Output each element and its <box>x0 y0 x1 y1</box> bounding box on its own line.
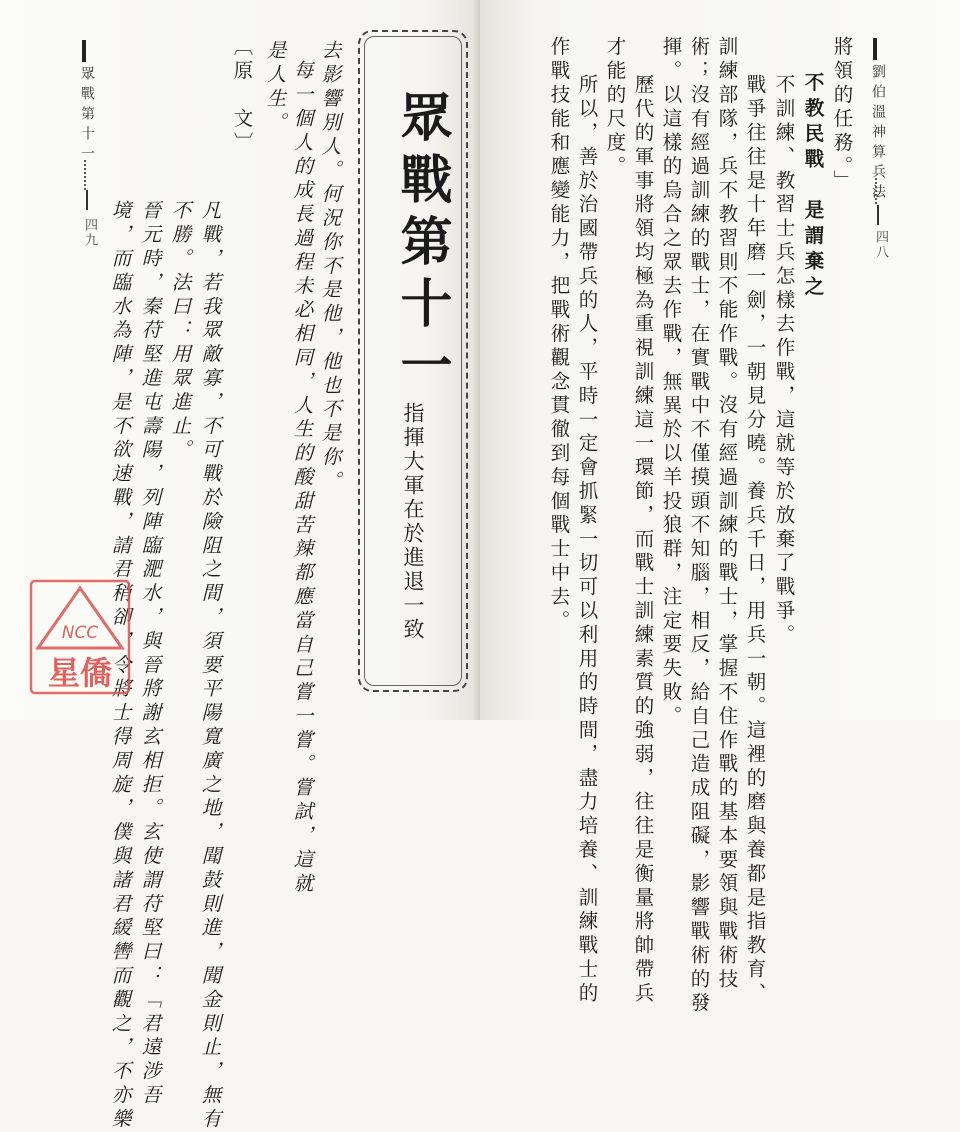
header-bar <box>82 40 86 62</box>
header-tick-right <box>877 205 879 225</box>
text-col-r2: 不教民戰 是謂棄之 <box>801 72 825 302</box>
text-col-r9: 才能的尺度。 <box>603 36 627 180</box>
text-col-r3: 不訓練、教習士兵怎樣去作戰，這就等於放棄了戰爭。 <box>772 74 796 648</box>
header-tick <box>86 190 88 210</box>
text-col-r1: 將領的任務。」 <box>830 36 854 194</box>
running-head-left: 眾戰第十一 <box>79 66 95 166</box>
text-col-r6: 術；沒有經過訓練的戰士，在實戰中不僅摸頭不知腦，相反，給自己造成阻礙，影響戰術的發 <box>687 36 711 1016</box>
watermark-bottom-text: 星僑 <box>47 654 113 692</box>
page-number-left: 四九 <box>82 218 97 248</box>
chapter-title: 眾戰第十一 <box>391 90 452 400</box>
intro-col-2: 去影響別人。何況你不是他，他也不是你。 <box>318 40 342 495</box>
header-bar-right <box>873 38 877 60</box>
chapter-subtitle: 指揮大軍在於進退一致 <box>401 402 425 642</box>
watermark-top-text: NCC <box>61 623 99 643</box>
text-col-3: 晉元時，秦苻堅進屯壽陽，列陣臨淝水，與晉將謝玄相拒。玄使謂苻堅曰：「君遠涉吾 <box>138 200 162 1109</box>
header-rule <box>84 160 87 190</box>
right-page <box>480 0 960 1016</box>
running-head-right: 劉伯溫神算兵法 <box>870 64 886 204</box>
chapter-title-box <box>358 30 468 692</box>
section-label: 〔原 文〕 <box>230 36 254 156</box>
text-col-r7: 揮。以這樣的烏合之眾去作戰，無異於以羊投狼群，注定要失敗。 <box>659 36 683 730</box>
header-rule-right <box>875 178 878 204</box>
intro-col-3: 每一個人的成長過程未必相同，人生的酸甜苦辣都應當自己嘗一嘗。嘗試，這就 <box>290 60 314 897</box>
text-col-1: 凡戰，若我眾敵寡，不可戰於險阻之間，須要平陽寬廣之地，聞鼓則進，聞金則止，無有 <box>198 200 222 1132</box>
text-col-r5: 訓練部隊，兵不教習則不能作戰。沒有經過訓練的戰士，掌握不住作戰的基本要領與戰術技 <box>715 36 739 992</box>
ncc-watermark-logo <box>28 578 132 696</box>
text-col-r11: 作戰技能和應變能力，把戰術觀念貫徹到每個戰士中去。 <box>547 36 571 634</box>
text-col-2: 不勝。法曰：用眾進止。 <box>168 200 192 463</box>
intro-col-4: 是人生。 <box>263 40 287 136</box>
text-col-r4: 戰爭往往是十年磨一劍，一朝見分曉。養兵千日，用兵一朝。這裡的磨與養都是指教育、 <box>743 74 767 1007</box>
text-col-r8: 歷代的軍事將領均極為重視訓練這一環節，而戰士訓練素質的強弱，往往是衡量將帥帶兵 <box>631 74 655 1007</box>
text-col-r10: 所以，善於治國帶兵的人，平時一定會抓緊一切可以利用的時間，盡力培養、訓練戰士的 <box>575 74 599 1007</box>
text-col-4: 境，而臨水為陣，是不欲速戰，請君稍卻，令將士得周旋，僕與諸君緩轡而觀之，不亦樂 <box>108 200 132 1132</box>
page-number-right: 四八 <box>873 230 888 260</box>
